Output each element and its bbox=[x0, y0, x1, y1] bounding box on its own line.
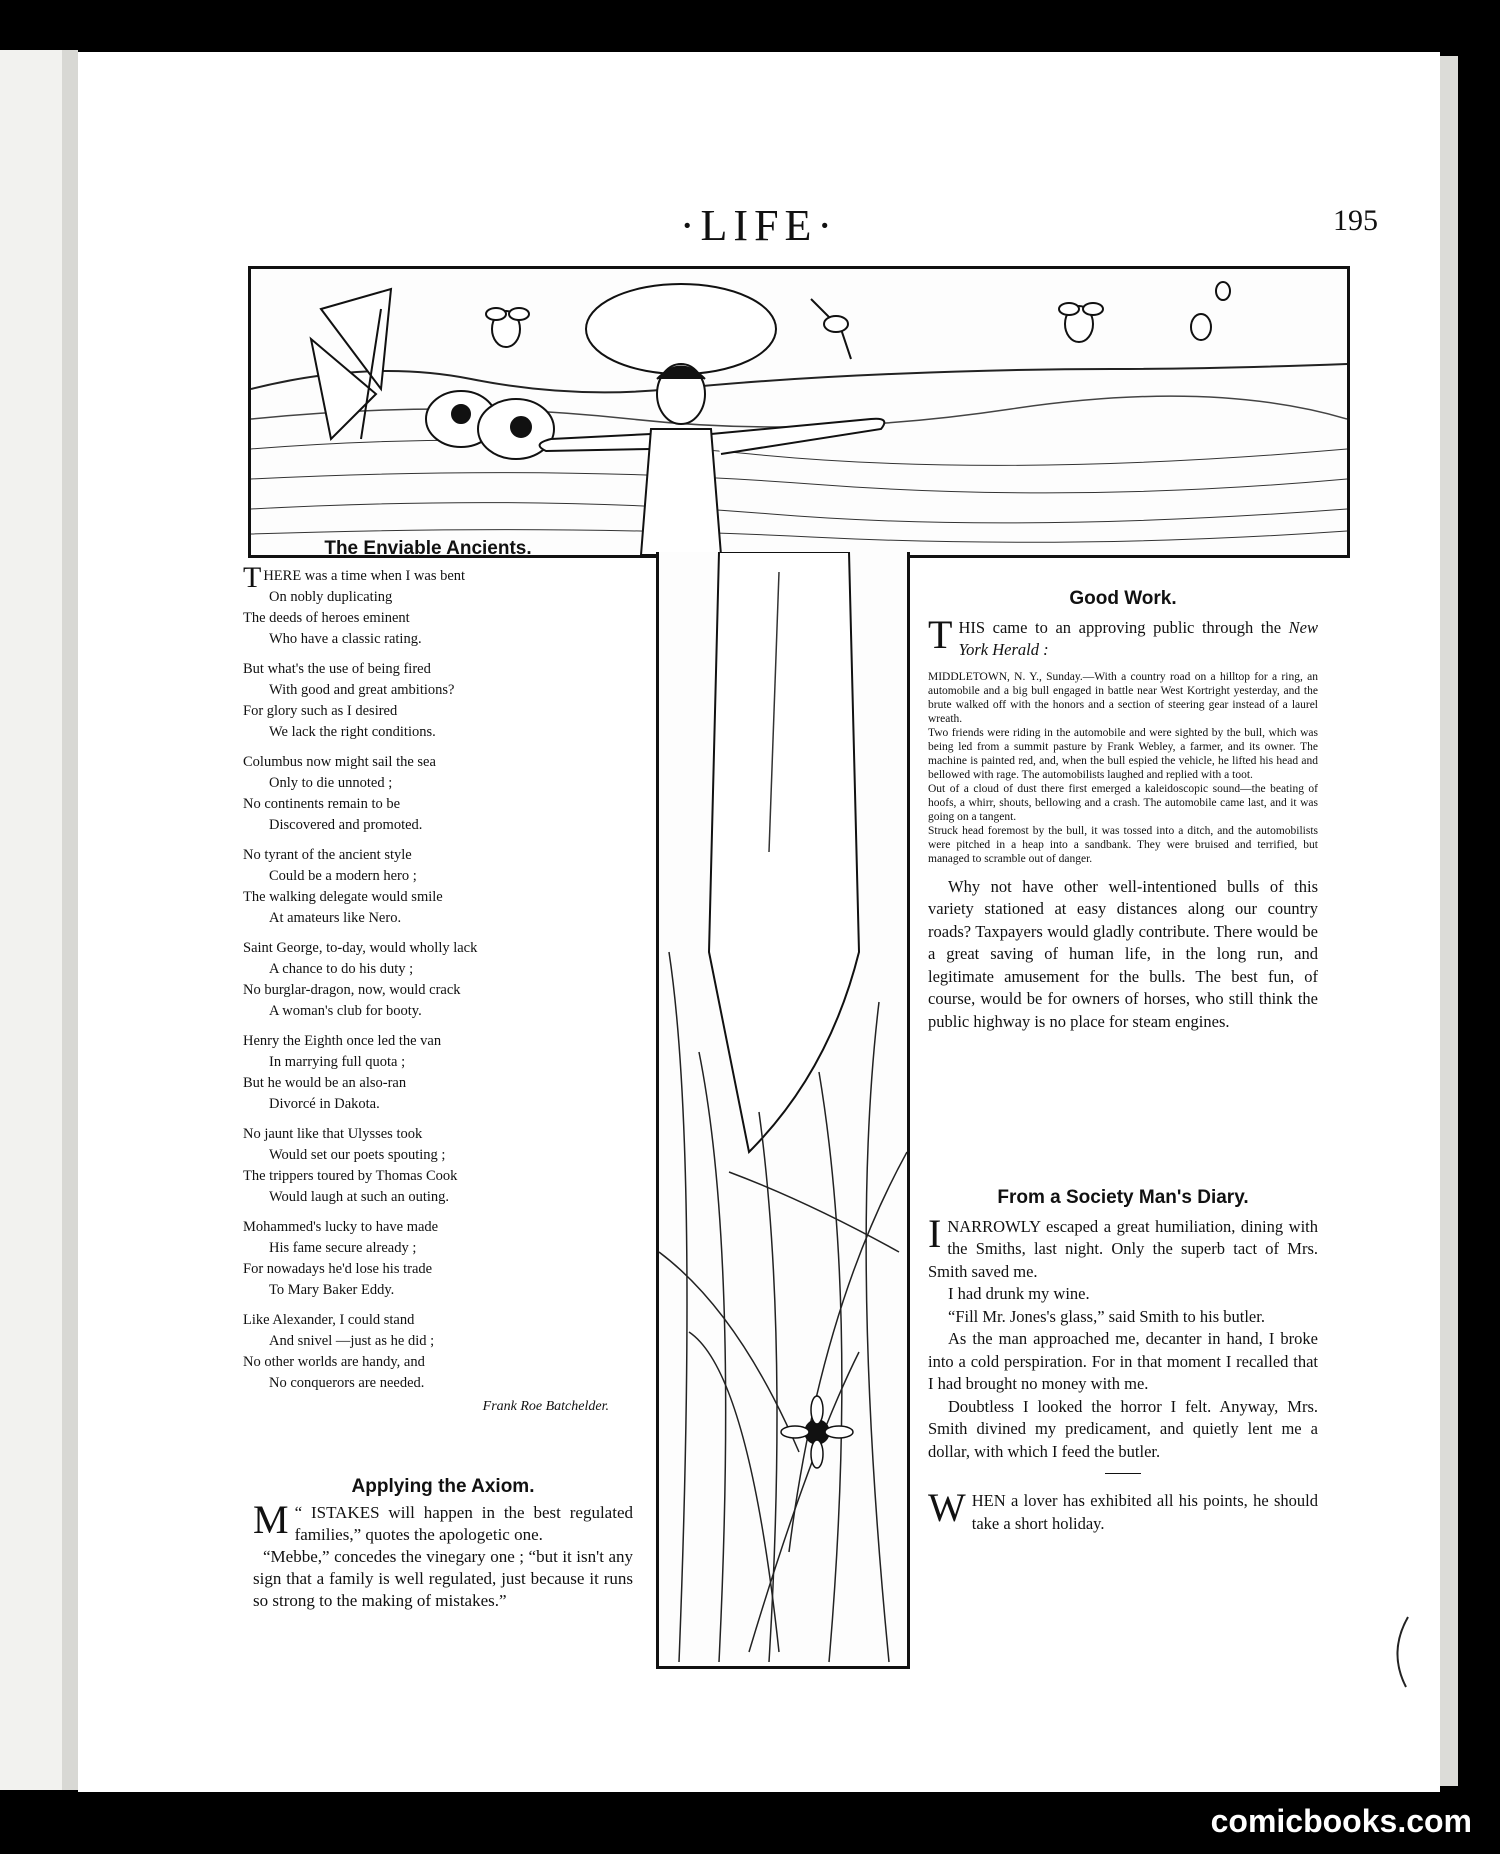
poem-title: The Enviable Ancients. bbox=[324, 538, 532, 559]
stanza bbox=[243, 752, 613, 836]
diary-title: From a Society Man's Diary. bbox=[997, 1187, 1249, 1208]
poem-line: Columbus now might sail the sea bbox=[243, 754, 436, 770]
poem-line: Henry the Eighth once led the van bbox=[243, 1033, 442, 1049]
stanza bbox=[243, 1310, 613, 1394]
watermark-text: comicbooks.com bbox=[1210, 1803, 1472, 1839]
good-work-article bbox=[928, 588, 1318, 1033]
drop-cap: I bbox=[928, 1210, 942, 1256]
news-clipping bbox=[928, 670, 1318, 866]
figure-drawing bbox=[659, 552, 907, 1666]
poem-line: Only to die unnoted ; bbox=[269, 775, 393, 791]
poem-line: Discovered and promoted. bbox=[269, 817, 423, 833]
diary-paragraph: I had drunk my wine. bbox=[948, 1284, 1090, 1303]
poem-line: With good and great ambitions? bbox=[269, 682, 455, 698]
stanza bbox=[243, 1217, 613, 1301]
poem-line: No conquerors are needed. bbox=[269, 1375, 425, 1391]
diary-paragraph: “Fill Mr. Jones's glass,” said Smith to his butler. bbox=[948, 1306, 1265, 1326]
poem-line: And snivel —just as he did ; bbox=[269, 1333, 435, 1349]
poem-body bbox=[243, 561, 613, 1418]
poem-line: A chance to do his duty ; bbox=[269, 961, 414, 977]
clipping-paragraph: Two friends were riding in the automobile and were sighted by the bull, which was being led from a summit pasture by Frank Webley, a farmer, and its owner. The machine is painted red, and, when the bull espied the vehicle, he lifted his head and bellowed with rage. The automobilists laughed and replied with a toot. bbox=[928, 726, 1318, 781]
illustration-landscape bbox=[248, 266, 1350, 558]
poem-line: Would laugh at such an outing. bbox=[269, 1189, 450, 1205]
poem-line: No jaunt like that Ulysses took bbox=[243, 1126, 423, 1142]
good-work-title: Good Work. bbox=[1069, 588, 1177, 609]
stanza bbox=[243, 561, 613, 650]
axiom-title: Applying the Axiom. bbox=[351, 1476, 535, 1497]
stanza bbox=[243, 1124, 613, 1208]
axiom-article bbox=[253, 1476, 633, 1612]
clipping-paragraph: MIDDLETOWN, N. Y., Sunday.—With a country road on a hilltop for a ring, an automobile and a big bull engaged in battle near West Kortright yesterday, and the brute walked off with the honors and a section of steering gear instead of a laurel wreath. bbox=[928, 670, 1318, 725]
lover-paragraph: WHEN a lover has exhibited all his points, he should take a short holiday. bbox=[928, 1485, 1318, 1533]
illustration-figure-grass bbox=[656, 552, 910, 1669]
poem-line: The trippers toured by Thomas Cook bbox=[243, 1168, 458, 1184]
poem-line: The walking delegate would smile bbox=[243, 889, 443, 905]
diary-paragraph: INARROWLY escaped a great humiliation, dining with the Smiths, last night. Only the superb tact of Mrs. Smith saved me. bbox=[928, 1210, 1318, 1281]
poem-line: But what's the use of being fired bbox=[243, 661, 431, 677]
clipping-paragraph: Struck head foremost by the bull, it was tossed into a ditch, and the automobilists were pitched in a heap into a sandbank. They were bruised and terrified, but managed to scramble out of danger. bbox=[928, 824, 1318, 865]
poem-line: We lack the right conditions. bbox=[269, 724, 436, 740]
poem-line: No tyrant of the ancient style bbox=[243, 847, 412, 863]
masthead: ·LIFE· bbox=[679, 201, 839, 250]
landscape-drawing bbox=[251, 269, 1347, 555]
drop-cap: T bbox=[928, 611, 953, 657]
gutter-shadow bbox=[62, 50, 78, 1790]
left-page-edge bbox=[0, 50, 70, 1790]
poem-line: On nobly duplicating bbox=[269, 589, 393, 605]
right-page-edge bbox=[1440, 56, 1458, 1786]
axiom-paragraph: “ M ISTAKES will happen in the best regulated families,” quotes the apologetic one. bbox=[253, 1497, 633, 1544]
poem-line: His fame secure already ; bbox=[269, 1240, 417, 1256]
poem-article bbox=[243, 538, 613, 1418]
poem-line: For glory such as I desired bbox=[243, 703, 398, 719]
poem-line: HERE was a time when I was bent bbox=[263, 568, 466, 584]
moth-icon bbox=[426, 391, 554, 459]
butterfly-icon bbox=[311, 289, 391, 439]
poem-line: Mohammed's lucky to have made bbox=[243, 1219, 439, 1235]
poem-line: No other worlds are handy, and bbox=[243, 1354, 425, 1370]
stanza bbox=[243, 938, 613, 1022]
clipping-paragraph: Out of a cloud of dust there first emerged a kaleidoscopic sound—the beating of hoofs, a whirr, shouts, bellowing and a crash. The automobile came last, and it was going on a tangent. bbox=[928, 782, 1318, 823]
poem-line: A woman's club for booty. bbox=[269, 1003, 422, 1019]
poem-line: Divorcé in Dakota. bbox=[269, 1096, 380, 1112]
poem-line: No burglar-dragon, now, would crack bbox=[243, 982, 461, 998]
good-work-body: Why not have other well-intentioned bulls of this variety stationed at easy distances along our country roads? Taxpayers would gladly contribute. There would be a great saving of human life, in the long run, and legitimate amusement for the bulls. The best fun, of course, would be for owners of horses, who still think the public highway is no place for steam engines. bbox=[928, 876, 1318, 1031]
poem-line: In marrying full quota ; bbox=[269, 1054, 406, 1070]
diary-paragraph: Doubtless I looked the horror I felt. Anyway, Mrs. Smith divined my predicament, and quietly lent me a dollar, with which I feed the butler. bbox=[928, 1396, 1318, 1461]
good-work-intro: THIS came to an approving public through the New York Herald : bbox=[928, 611, 1318, 659]
stanza bbox=[243, 659, 613, 743]
section-divider bbox=[1105, 1473, 1141, 1474]
poem-line: Would set our poets spouting ; bbox=[269, 1147, 446, 1163]
axiom-paragraph: “Mebbe,” concedes the vinegary one ; “but it isn't any sign that a family is well regulated, just because it runs so strong to the making of mistakes.” bbox=[253, 1547, 633, 1610]
margin-mark bbox=[1388, 1612, 1418, 1692]
poem-line: To Mary Baker Eddy. bbox=[269, 1282, 395, 1298]
poem-line: The deeds of heroes eminent bbox=[243, 610, 410, 626]
page-number: 195 bbox=[1333, 204, 1378, 237]
diary-paragraph: As the man approached me, decanter in hand, I broke into a cold perspiration. For in that moment I recalled that I had brought no money with me. bbox=[928, 1329, 1318, 1393]
poem-line: Who have a classic rating. bbox=[269, 631, 422, 647]
drop-cap: T bbox=[243, 561, 262, 594]
poem-signature: Frank Roe Batchelder. bbox=[482, 1399, 609, 1414]
stanza bbox=[243, 845, 613, 929]
poem-line: Saint George, to-day, would wholly lack bbox=[243, 940, 478, 956]
drop-cap: M bbox=[253, 1497, 289, 1542]
drop-cap: W bbox=[928, 1485, 966, 1530]
wasp-icon bbox=[811, 299, 851, 359]
poem-line: For nowadays he'd lose his trade bbox=[243, 1261, 433, 1277]
poem-line: But he would be an also-ran bbox=[243, 1075, 407, 1091]
poem-line: Like Alexander, I could stand bbox=[243, 1312, 415, 1328]
stanza bbox=[243, 1031, 613, 1115]
diary-article bbox=[928, 1187, 1318, 1535]
poem-line: No continents remain to be bbox=[243, 796, 401, 812]
poem-line: At amateurs like Nero. bbox=[269, 910, 402, 926]
poem-line: Could be a modern hero ; bbox=[269, 868, 417, 884]
magazine-page bbox=[78, 52, 1440, 1792]
